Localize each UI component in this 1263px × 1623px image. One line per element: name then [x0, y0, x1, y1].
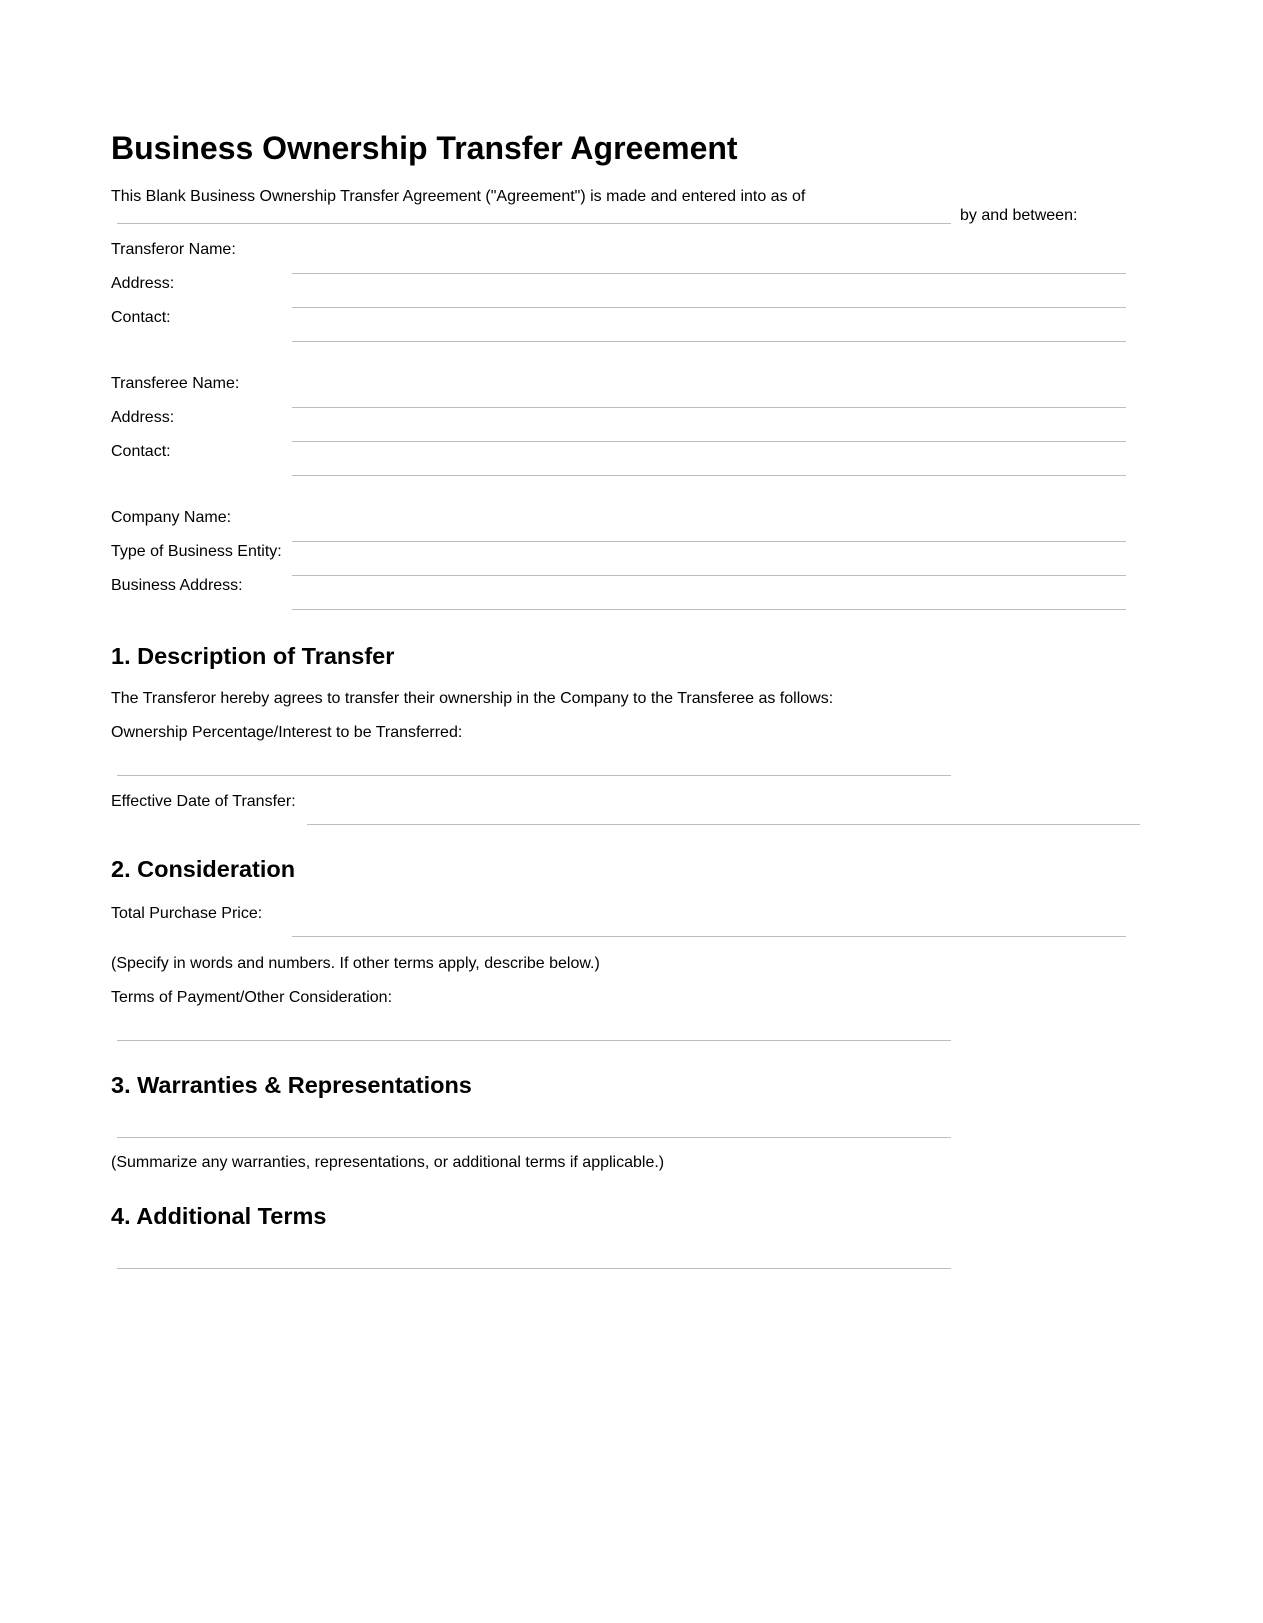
transferor-address-field[interactable]	[292, 307, 1126, 308]
business-entity-field[interactable]	[292, 575, 1126, 576]
intro-suffix: by and between:	[960, 207, 1078, 224]
transferor-name-field[interactable]	[292, 273, 1126, 274]
transferee-name-label: Transferee Name:	[111, 375, 240, 392]
transferee-address-field[interactable]	[292, 441, 1126, 442]
transferor-address-label: Address:	[111, 275, 175, 292]
section-1-heading: 1. Description of Transfer	[111, 643, 395, 669]
ownership-field[interactable]	[117, 775, 951, 776]
business-entity-label: Type of Business Entity:	[111, 543, 282, 560]
price-label: Total Purchase Price:	[111, 905, 263, 922]
effective-date-field[interactable]	[307, 824, 1140, 825]
transferor-contact-label: Contact:	[111, 309, 171, 326]
warranties-note: (Summarize any warranties, representations, or additional terms if applicable.)	[111, 1154, 665, 1171]
transferee-contact-label: Contact:	[111, 443, 171, 460]
price-note: (Specify in words and numbers. If other terms apply, describe below.)	[111, 955, 600, 972]
ownership-label: Ownership Percentage/Interest to be Transferred:	[111, 724, 463, 741]
transferee-address-label: Address:	[111, 409, 175, 426]
agreement-date-field[interactable]	[117, 223, 951, 224]
section-4-heading: 4. Additional Terms	[111, 1203, 327, 1229]
transferee-name-field[interactable]	[292, 407, 1126, 408]
transferee-contact-field[interactable]	[292, 475, 1126, 476]
business-address-field[interactable]	[292, 609, 1126, 610]
page-title: Business Ownership Transfer Agreement	[111, 130, 738, 166]
business-address-label: Business Address:	[111, 577, 243, 594]
price-field[interactable]	[292, 936, 1126, 937]
warranties-field[interactable]	[117, 1137, 951, 1138]
terms-label: Terms of Payment/Other Consideration:	[111, 989, 393, 1006]
company-name-label: Company Name:	[111, 509, 232, 526]
terms-field[interactable]	[117, 1040, 951, 1041]
section-2-heading: 2. Consideration	[111, 856, 296, 882]
additional-terms-field[interactable]	[117, 1268, 951, 1269]
company-name-field[interactable]	[292, 541, 1126, 542]
effective-date-label: Effective Date of Transfer:	[111, 793, 296, 810]
section-3-heading: 3. Warranties & Representations	[111, 1072, 472, 1098]
section-1-text: The Transferor hereby agrees to transfer their ownership in the Company to the Transferee as follows:	[111, 690, 834, 707]
transferor-name-label: Transferor Name:	[111, 241, 236, 258]
intro-text: This Blank Business Ownership Transfer Agreement ("Agreement") is made and entered into as of	[111, 188, 806, 205]
transferor-contact-field[interactable]	[292, 341, 1126, 342]
